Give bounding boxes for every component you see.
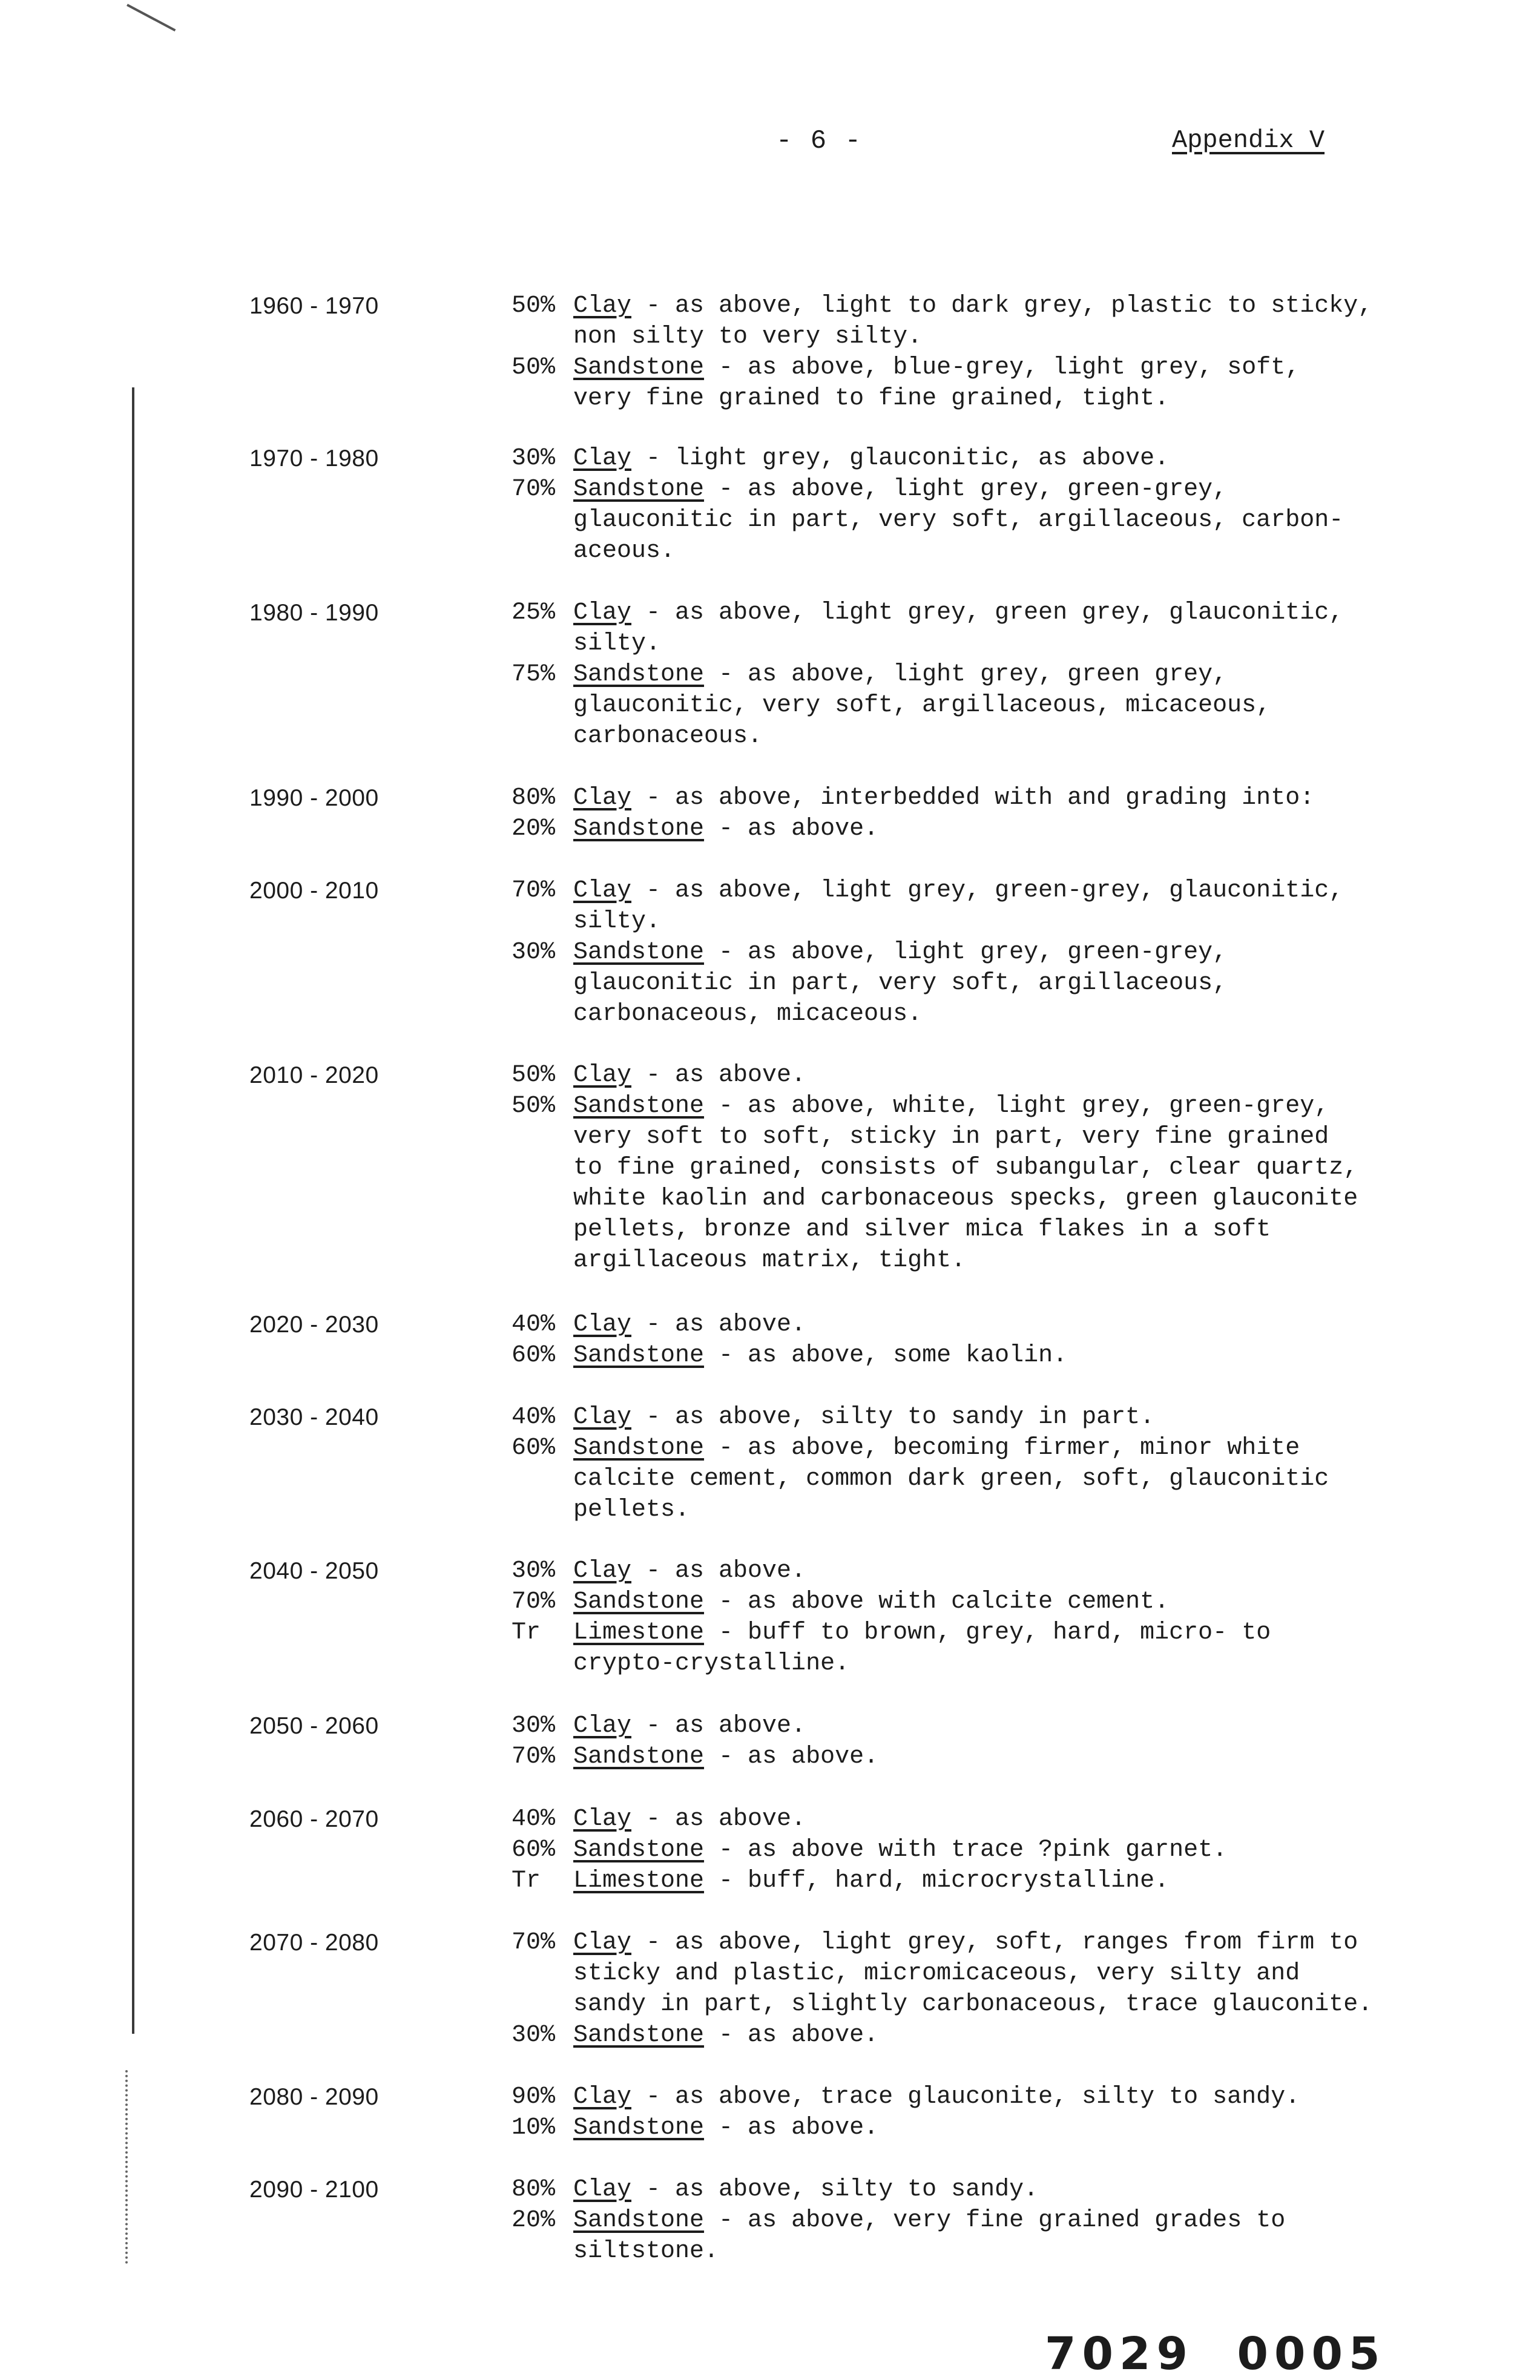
description-text: carbonaceous, micaceous. bbox=[573, 1001, 923, 1028]
component-line bbox=[512, 659, 1456, 690]
description-text: - as above, light grey, green-grey, bbox=[704, 476, 1228, 503]
component-line bbox=[512, 1060, 1456, 1091]
component-line bbox=[512, 1586, 1456, 1617]
continuation-line bbox=[512, 906, 1456, 937]
description-text: - as above. bbox=[631, 1712, 806, 1740]
percentage: 30% bbox=[512, 2022, 556, 2049]
lithology-name: Clay bbox=[573, 445, 632, 472]
description-text: sandy in part, slightly carbonaceous, trace glauconite. bbox=[573, 1991, 1373, 2018]
lithology-name: Clay bbox=[573, 784, 632, 812]
description-text: calcite cement, common dark green, soft, glauconitic bbox=[573, 1465, 1329, 1493]
description-text: white kaolin and carbonaceous specks, green glauconite bbox=[573, 1185, 1358, 1212]
percentage: 75% bbox=[512, 661, 556, 688]
description-text: - as above, blue-grey, light grey, soft, bbox=[704, 354, 1300, 381]
lithology-description bbox=[512, 875, 1456, 1030]
lithology-name: Clay bbox=[573, 292, 632, 320]
lithology-description bbox=[512, 1556, 1456, 1679]
lithology-name: Sandstone bbox=[573, 476, 705, 503]
lithology-name: Clay bbox=[573, 1557, 632, 1585]
description-text: - as above. bbox=[704, 1743, 879, 1770]
description-text: siltstone. bbox=[573, 2238, 719, 2265]
depth-interval: 1960 - 1970 bbox=[249, 293, 379, 319]
percentage: 60% bbox=[512, 1342, 556, 1369]
lithology-name: Sandstone bbox=[573, 1588, 705, 1616]
percentage: 25% bbox=[512, 599, 556, 626]
description-text: - as above. bbox=[631, 1062, 806, 1089]
corner-scan-mark bbox=[127, 4, 176, 31]
component-line bbox=[512, 1835, 1456, 1866]
description-text: to fine grained, consists of subangular, clear quartz, bbox=[573, 1154, 1358, 1182]
lithology-name: Sandstone bbox=[573, 1435, 705, 1462]
continuation-line bbox=[512, 1122, 1456, 1152]
description-text: - buff, hard, microcrystalline. bbox=[704, 1867, 1170, 1895]
percentage: 50% bbox=[512, 292, 556, 320]
continuation-line bbox=[512, 999, 1456, 1030]
percentage: 80% bbox=[512, 784, 556, 812]
percentage: 20% bbox=[512, 815, 556, 843]
continuation-line bbox=[512, 2236, 1456, 2267]
continuation-line bbox=[512, 536, 1456, 567]
description-text: glauconitic in part, very soft, argillaceous, carbon- bbox=[573, 507, 1344, 534]
description-text: - as above, light to dark grey, plastic to sticky, bbox=[631, 292, 1373, 320]
description-text: - light grey, glauconitic, as above. bbox=[631, 445, 1170, 472]
percentage: 70% bbox=[512, 1929, 556, 1956]
description-text: - as above, silty to sandy in part. bbox=[631, 1404, 1155, 1431]
continuation-line bbox=[512, 505, 1456, 536]
description-text: glauconitic in part, very soft, argillaceous, bbox=[573, 970, 1228, 997]
depth-interval: 2080 - 2090 bbox=[249, 2084, 379, 2110]
lithology-name: Clay bbox=[573, 1404, 632, 1431]
component-line bbox=[512, 1402, 1456, 1433]
lithology-name: Sandstone bbox=[573, 661, 705, 688]
component-line bbox=[512, 352, 1456, 383]
description-text: - as above, white, light grey, green-grey, bbox=[704, 1093, 1329, 1120]
percentage: 70% bbox=[512, 1743, 556, 1770]
depth-interval: 2020 - 2030 bbox=[249, 1312, 379, 1338]
lithology-description bbox=[512, 1309, 1456, 1371]
component-line bbox=[512, 474, 1456, 505]
percentage: 60% bbox=[512, 1836, 556, 1864]
component-line bbox=[512, 2082, 1456, 2112]
description-text: carbonaceous. bbox=[573, 723, 763, 750]
lithology-name: Sandstone bbox=[573, 2022, 705, 2049]
component-line bbox=[512, 2112, 1456, 2143]
description-text: silty. bbox=[573, 908, 661, 935]
continuation-line bbox=[512, 1958, 1456, 1989]
percentage: 30% bbox=[512, 1557, 556, 1585]
component-line bbox=[512, 783, 1456, 814]
lithology-name: Sandstone bbox=[573, 1836, 705, 1864]
component-line bbox=[512, 2174, 1456, 2205]
lithology-description bbox=[512, 1927, 1456, 2051]
description-text: - as above. bbox=[704, 2022, 879, 2049]
description-text: - as above, some kaolin. bbox=[704, 1342, 1068, 1369]
description-text: - as above, light grey, soft, ranges from firm to bbox=[631, 1929, 1358, 1956]
continuation-line bbox=[512, 1183, 1456, 1214]
lithology-name: Clay bbox=[573, 2176, 632, 2203]
component-line bbox=[512, 937, 1456, 968]
lithology-description bbox=[512, 1402, 1456, 1525]
component-line bbox=[512, 2205, 1456, 2236]
continuation-line bbox=[512, 1648, 1456, 1679]
component-line bbox=[512, 1433, 1456, 1464]
percentage: 40% bbox=[512, 1404, 556, 1431]
continuation-line bbox=[512, 1214, 1456, 1245]
component-line bbox=[512, 1091, 1456, 1122]
lithology-name: Clay bbox=[573, 1806, 632, 1833]
page-number: - 6 - bbox=[776, 126, 863, 156]
lithology-description bbox=[512, 1804, 1456, 1896]
component-line bbox=[512, 2020, 1456, 2051]
component-line bbox=[512, 875, 1456, 906]
component-line bbox=[512, 1309, 1456, 1340]
continuation-line bbox=[512, 1464, 1456, 1494]
description-text: - as above, becoming firmer, minor white bbox=[704, 1435, 1300, 1462]
lithology-name: Clay bbox=[573, 1929, 632, 1956]
component-line bbox=[512, 1741, 1456, 1772]
lithology-name: Clay bbox=[573, 1062, 632, 1089]
component-line bbox=[512, 291, 1456, 321]
continuation-line bbox=[512, 383, 1456, 414]
percentage: 20% bbox=[512, 2207, 556, 2234]
percentage: 50% bbox=[512, 1062, 556, 1089]
description-text: silty. bbox=[573, 630, 661, 657]
lithology-name: Clay bbox=[573, 1712, 632, 1740]
lithology-description bbox=[512, 1711, 1456, 1772]
continuation-line bbox=[512, 628, 1456, 659]
lithology-name: Clay bbox=[573, 877, 632, 904]
lithology-description bbox=[512, 443, 1456, 567]
description-text: - as above, light grey, green grey, glauconitic, bbox=[631, 599, 1344, 626]
percentage: Tr bbox=[512, 1867, 541, 1895]
component-line bbox=[512, 814, 1456, 844]
lithology-description bbox=[512, 1060, 1456, 1276]
continuation-line bbox=[512, 1494, 1456, 1525]
lithology-description bbox=[512, 597, 1456, 752]
depth-interval: 1990 - 2000 bbox=[249, 785, 379, 811]
depth-interval: 2090 - 2100 bbox=[249, 2177, 379, 2203]
description-text: - as above, silty to sandy. bbox=[631, 2176, 1039, 2203]
depth-interval: 2060 - 2070 bbox=[249, 1806, 379, 1832]
depth-interval: 2050 - 2060 bbox=[249, 1713, 379, 1739]
percentage: 70% bbox=[512, 1588, 556, 1616]
description-text: - as above, light grey, green grey, bbox=[704, 661, 1228, 688]
lithology-name: Sandstone bbox=[573, 815, 705, 843]
continuation-line bbox=[512, 721, 1456, 752]
component-line bbox=[512, 1556, 1456, 1586]
description-text: - as above with trace ?pink garnet. bbox=[704, 1836, 1228, 1864]
description-text: glauconitic, very soft, argillaceous, micaceous, bbox=[573, 692, 1271, 719]
lithology-name: Clay bbox=[573, 599, 632, 626]
description-text: - as above, trace glauconite, silty to sandy. bbox=[631, 2083, 1300, 2111]
percentage: Tr bbox=[512, 1619, 541, 1646]
description-text: - as above, very fine grained grades to bbox=[704, 2207, 1286, 2234]
lithology-name: Sandstone bbox=[573, 2114, 705, 2142]
percentage: 30% bbox=[512, 1712, 556, 1740]
document-code: 7029 0005 bbox=[1045, 2328, 1386, 2380]
component-line bbox=[512, 1866, 1456, 1896]
lithology-name: Limestone bbox=[573, 1619, 705, 1646]
component-line bbox=[512, 1927, 1456, 1958]
description-text: very fine grained to fine grained, tight. bbox=[573, 385, 1170, 412]
lithology-name: Clay bbox=[573, 1311, 632, 1338]
lithology-name: Sandstone bbox=[573, 1093, 705, 1120]
percentage: 50% bbox=[512, 1093, 556, 1120]
component-line bbox=[512, 1340, 1456, 1371]
continuation-line bbox=[512, 1152, 1456, 1183]
description-text: crypto-crystalline. bbox=[573, 1650, 850, 1677]
description-text: - as above. bbox=[631, 1311, 806, 1338]
continuation-line bbox=[512, 968, 1456, 999]
percentage: 80% bbox=[512, 2176, 556, 2203]
description-text: - as above, light grey, green-grey, glauconitic, bbox=[631, 877, 1344, 904]
lithology-description bbox=[512, 2174, 1456, 2267]
depth-interval: 2040 - 2050 bbox=[249, 1558, 379, 1584]
depth-interval: 2010 - 2020 bbox=[249, 1062, 379, 1088]
percentage: 70% bbox=[512, 476, 556, 503]
lithology-name: Sandstone bbox=[573, 939, 705, 966]
description-text: argillaceous matrix, tight. bbox=[573, 1247, 966, 1274]
component-line bbox=[512, 443, 1456, 474]
depth-interval: 1980 - 1990 bbox=[249, 600, 379, 626]
description-text: pellets, bronze and silver mica flakes in a soft bbox=[573, 1216, 1271, 1243]
lithology-name: Limestone bbox=[573, 1867, 705, 1895]
continuation-line bbox=[512, 321, 1456, 352]
description-text: - as above with calcite cement. bbox=[704, 1588, 1170, 1616]
percentage: 30% bbox=[512, 445, 556, 472]
lithology-description bbox=[512, 783, 1456, 844]
depth-interval: 2030 - 2040 bbox=[249, 1404, 379, 1430]
component-line bbox=[512, 1617, 1456, 1648]
component-line bbox=[512, 597, 1456, 628]
lithology-name: Sandstone bbox=[573, 1342, 705, 1369]
description-text: - buff to brown, grey, hard, micro- to bbox=[704, 1619, 1271, 1646]
lithology-name: Sandstone bbox=[573, 2207, 705, 2234]
lithology-description bbox=[512, 2082, 1456, 2143]
description-text: pellets. bbox=[573, 1496, 690, 1524]
description-text: non silty to very silty. bbox=[573, 323, 923, 350]
description-text: very soft to soft, sticky in part, very fine grained bbox=[573, 1123, 1329, 1151]
description-text: - as above. bbox=[631, 1806, 806, 1833]
component-line bbox=[512, 1711, 1456, 1741]
percentage: 40% bbox=[512, 1311, 556, 1338]
lithology-name: Sandstone bbox=[573, 1743, 705, 1770]
margin-rule bbox=[132, 387, 134, 2034]
description-text: - as above, light grey, green-grey, bbox=[704, 939, 1228, 966]
appendix-label: Appendix V bbox=[1172, 126, 1325, 155]
description-text: aceous. bbox=[573, 537, 676, 565]
percentage: 10% bbox=[512, 2114, 556, 2142]
percentage: 90% bbox=[512, 2083, 556, 2111]
lithology-description bbox=[512, 291, 1456, 414]
percentage: 40% bbox=[512, 1806, 556, 1833]
percentage: 30% bbox=[512, 939, 556, 966]
margin-dotted-rule bbox=[125, 2070, 130, 2264]
continuation-line bbox=[512, 1989, 1456, 2020]
component-line bbox=[512, 1804, 1456, 1835]
percentage: 70% bbox=[512, 877, 556, 904]
lithology-name: Sandstone bbox=[573, 354, 705, 381]
continuation-line bbox=[512, 690, 1456, 721]
continuation-line bbox=[512, 1245, 1456, 1276]
description-text: - as above. bbox=[631, 1557, 806, 1585]
depth-interval: 1970 - 1980 bbox=[249, 445, 379, 472]
depth-interval: 2000 - 2010 bbox=[249, 878, 379, 904]
depth-interval: 2070 - 2080 bbox=[249, 1930, 379, 1956]
percentage: 60% bbox=[512, 1435, 556, 1462]
percentage: 50% bbox=[512, 354, 556, 381]
lithology-name: Clay bbox=[573, 2083, 632, 2111]
description-text: - as above. bbox=[704, 2114, 879, 2142]
description-text: - as above. bbox=[704, 815, 879, 843]
description-text: sticky and plastic, micromicaceous, very silty and bbox=[573, 1960, 1300, 1987]
description-text: - as above, interbedded with and grading into: bbox=[631, 784, 1315, 812]
